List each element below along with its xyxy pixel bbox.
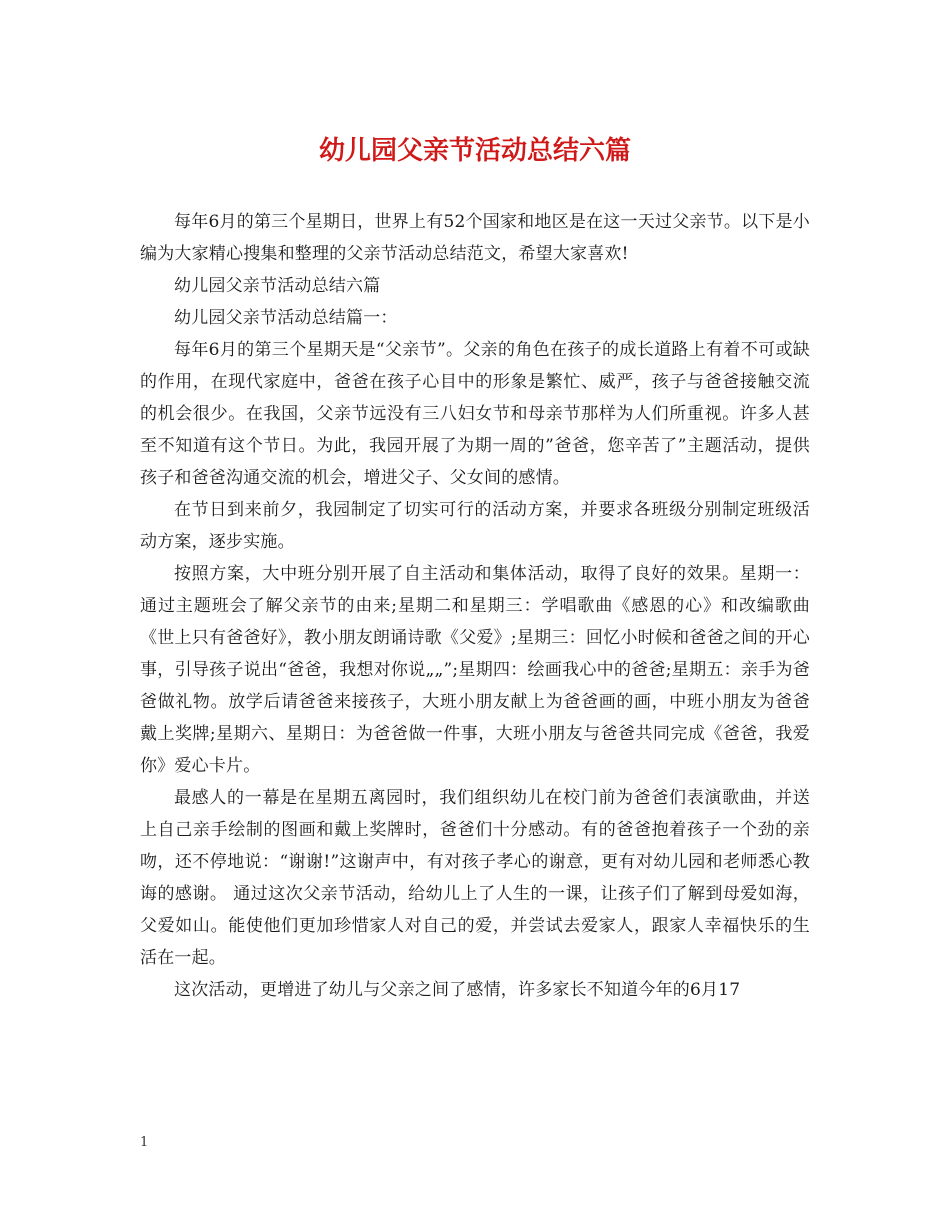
paragraph: 幼儿园父亲节活动总结六篇	[174, 276, 381, 296]
paragraph: 每年6月的第三个星期日，世界上有52个国家和地区是在这一天过父亲节。以下是小编为大家精心搜集和整理的父亲节活动总结范文，希望大家喜欢!	[140, 212, 810, 264]
page-title: 幼儿园父亲节活动总结六篇	[318, 136, 631, 166]
paragraph: 每年6月的第三个星期天是“父亲节”。父亲的角色在孩子的成长道路上有着不可或缺的作用，在现代家庭中，爸爸在孩子心目中的形象是繁忙、威严，孩子与爸爸接触交流的机会很少。在我国，父亲节远没有三八妇女节和母亲节那样为人们所重视。许多人甚至不知道有这个节日。为此，我园开展了为期一周的”爸爸，您辛苦了”主题活动，提供孩子和爸爸沟通交流的机会，增进父子、父女间的感情。	[140, 340, 810, 488]
paragraph: 按照方案，大中班分别开展了自主活动和集体活动，取得了良好的效果。星期一：通过主题班会了解父亲节的由来;星期二和星期三：学唱歌曲《感恩的心》和改编歌曲《世上只有爸爸好》，教小朋友朗诵诗歌《父爱》;星期三：回忆小时候和爸爸之间的开心事，引导孩子说出“爸爸，我想对你说„„”;星期四：绘画我心中的爸爸;星期五：亲手为爸爸做礼物。放学后请爸爸来接孩子，大班小朋友献上为爸爸画的画，中班小朋友为爸爸戴上奖牌;星期六、星期日：为爸爸做一件事，大班小朋友与爸爸共同完成《爸爸，我爱你》爱心卡片。	[140, 564, 810, 776]
page-number: 1	[140, 1135, 149, 1150]
paragraph: 在节日到来前夕，我园制定了切实可行的活动方案，并要求各班级分别制定班级活动方案，逐步实施。	[140, 500, 810, 552]
paragraph: 幼儿园父亲节活动总结篇一：	[174, 308, 398, 328]
paragraph: 最感人的一幕是在星期五离园时，我们组织幼儿在校门前为爸爸们表演歌曲，并送上自己亲手绘制的图画和戴上奖牌时，爸爸们十分感动。有的爸爸抱着孩子一个劲的亲吻，还不停地说：“谢谢!”这谢声中，有对孩子孝心的谢意，更有对幼儿园和老师悉心教诲的感谢。 通过这次父亲节活动，给幼儿上了人生的一课，让孩子们了解到母爱如海，父爱如山。能使他们更加珍惜家人对自己的爱，并尝试去爱家人，跟家人幸福快乐的生活在一起。	[140, 788, 810, 968]
document-body	[140, 206, 810, 1006]
paragraph: 这次活动，更增进了幼儿与父亲之间了感情，许多家长不知道今年的6月17	[174, 980, 741, 1000]
